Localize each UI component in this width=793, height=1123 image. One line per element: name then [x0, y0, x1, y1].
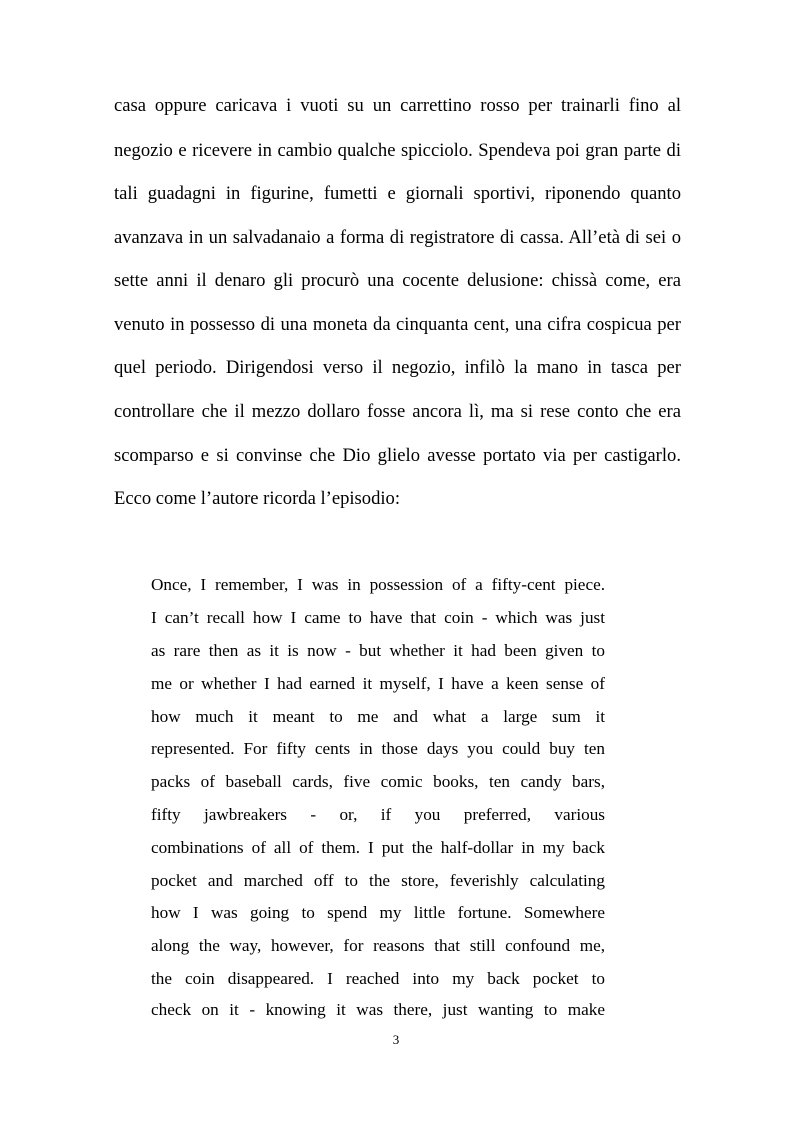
paragraph-line: casa oppure caricava i vuoti su un carrettino rosso per trainarli fino al	[114, 95, 681, 116]
quote-line: I can’t recall how I came to have that coin - which was just	[151, 608, 605, 627]
quote-line: check on it - knowing it was there, just wanting to make	[151, 1000, 605, 1019]
paragraph-line: controllare che il mezzo dollaro fosse ancora lì, ma si rese conto che era	[114, 401, 681, 422]
paragraph-line: avanzava in un salvadanaio a forma di registratore di cassa. All’età di sei o	[114, 227, 681, 248]
paragraph-line: venuto in possesso di una moneta da cinquanta cent, una cifra cospicua per	[114, 314, 681, 335]
quote-line: packs of baseball cards, five comic books, ten candy bars,	[151, 772, 605, 791]
quote-line: me or whether I had earned it myself, I have a keen sense of	[151, 674, 605, 693]
paragraph-line: sette anni il denaro gli procurò una cocente delusione: chissà come, era	[114, 270, 681, 291]
quote-line: fifty jawbreakers - or, if you preferred, various	[151, 805, 605, 824]
quote-line: combinations of all of them. I put the half-dollar in my back	[151, 838, 605, 857]
paragraph-line: negozio e ricevere in cambio qualche spicciolo. Spendeva poi gran parte di	[114, 140, 681, 161]
quote-line: along the way, however, for reasons that still confound me,	[151, 936, 605, 955]
quote-line: pocket and marched off to the store, feverishly calculating	[151, 871, 605, 890]
quote-line: the coin disappeared. I reached into my back pocket to	[151, 969, 605, 988]
quote-line: how much it meant to me and what a large sum it	[151, 707, 605, 726]
quote-line: as rare then as it is now - but whether it had been given to	[151, 641, 605, 660]
paragraph-line: Ecco come l’autore ricorda l’episodio:	[114, 488, 401, 509]
quote-line: Once, I remember, I was in possession of a fifty-cent piece.	[151, 575, 605, 594]
paragraph-line: scomparso e si convinse che Dio glielo avesse portato via per castigarlo.	[114, 445, 681, 466]
paragraph-line: tali guadagni in figurine, fumetti e giornali sportivi, riponendo quanto	[114, 183, 681, 204]
quote-line: how I was going to spend my little fortune. Somewhere	[151, 903, 605, 922]
quote-line: represented. For fifty cents in those days you could buy ten	[151, 739, 605, 758]
page-number: 3	[392, 1032, 400, 1047]
paragraph-line: quel periodo. Dirigendosi verso il negozio, infilò la mano in tasca per	[114, 357, 681, 378]
